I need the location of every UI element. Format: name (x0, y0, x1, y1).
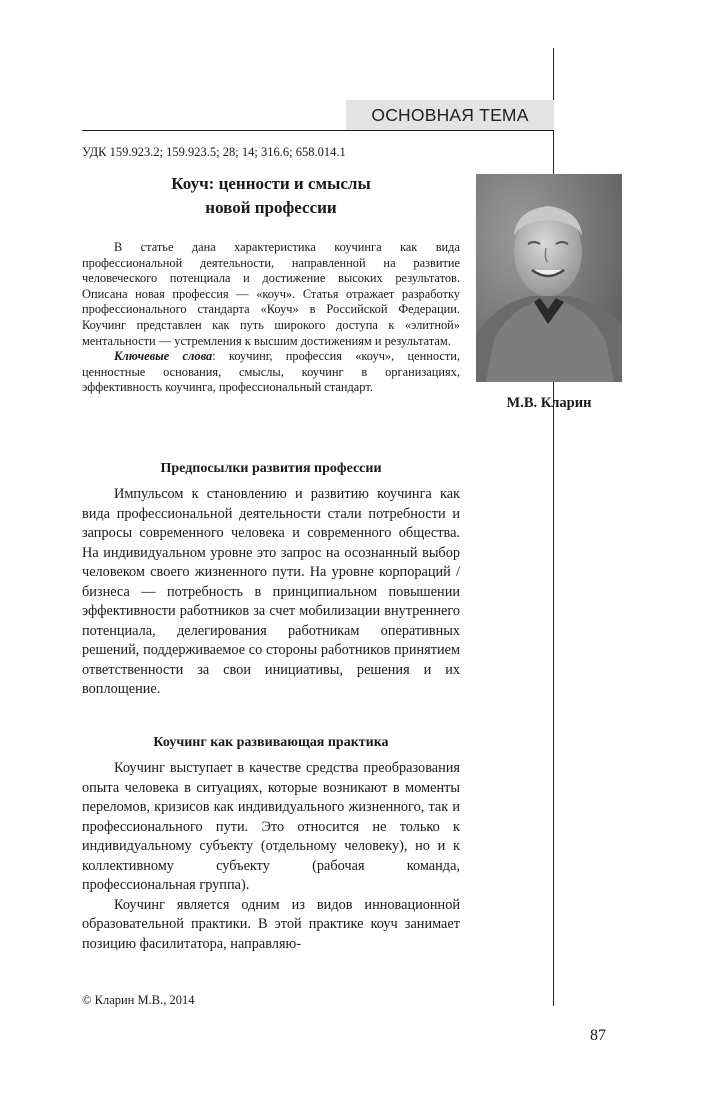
section-heading-2: Коучинг как развивающая практика (153, 735, 389, 750)
portrait-image (476, 174, 622, 382)
keywords-label: Ключевые слова (114, 349, 213, 364)
copyright: © Кларин М.В., 2014 (82, 993, 195, 1007)
keywords-text: : коучинг, профессия «коуч», ценности, ценностные основания, смыслы, коучинг в организациях, эффективность коучинга, профессиональный стандарт. (82, 349, 461, 395)
author-photo (476, 174, 622, 382)
author-name: М.В. Кларин (506, 395, 592, 411)
article-title (82, 172, 460, 220)
section-1-body (82, 485, 460, 700)
paragraph: Коучинг выступает в качестве средства преобразования опыта человека в ситуациях, которые возникают в моменты переломов, кризисов как индивидуального жизненного, так и профессионального пути. Это относится не только к индивидуальному субъекту (отдельному человеку), но и к коллективному субъекту (рабочая команда, профессиональная группа). (82, 760, 460, 893)
section-2-body (82, 759, 460, 954)
keywords (82, 349, 460, 396)
udk-code: УДК 159.923.2; 159.923.5; 28; 14; 316.6; 658.014.1 (82, 145, 346, 159)
page-number: 87 (590, 1027, 606, 1044)
paragraph: Коучинг является одним из видов инновационной образовательной практики. В этой практике коуч занимает позицию фасилитатора, направляю- (82, 896, 460, 952)
paragraph: Импульсом к становлению и развитию коучинга как вида профессиональной деятельности стали потребности и запросы современного человека и современного общества. На индивидуальном уровне это запрос на осознанный выбор человеком своего жизненного пути. На уровне корпораций / бизнеса — потребность в принципиальном повышении эффективности работников за счет мобилизации внутреннего потенциала, делегирования работникам оперативных решений, поддерживаемое со стороны работников принятием ответственности за свои инициативы, решения и их воплощение. (82, 486, 460, 697)
title-line-1: Коуч: ценности и смыслы (171, 174, 371, 193)
header-rule (82, 130, 554, 131)
title-line-2: новой профессии (205, 198, 337, 217)
abstract (82, 240, 460, 396)
section-label: ОСНОВНАЯ ТЕМА (371, 105, 529, 125)
abstract-text: В статье дана характеристика коучинга как вида профессиональной деятельности, направленной на развитие человеческого потенциала и достижение высоких результатов. Описана новая профессия — «коуч». Статья отражает разработку профессионального стандарта «Коуч» в Российской Федерации. Коучинг представлен как путь широкого доступа к «элитной» ментальности — устремления к высшим достижениям и результатам. (82, 240, 460, 348)
section-heading-1: Предпосылки развития профессии (160, 461, 382, 476)
